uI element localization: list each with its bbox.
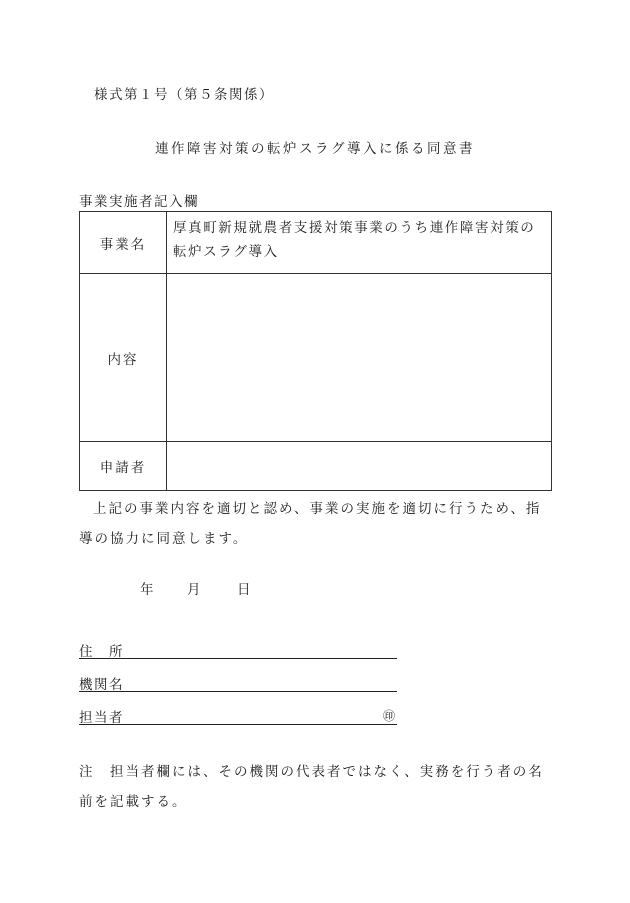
document-title: 連作障害対策の転炉スラグ導入に係る同意書 xyxy=(155,141,475,157)
person-in-charge-label: 担当者 xyxy=(79,710,124,726)
consent-statement: 上記の事業内容を適切と認め、事業の実施を適切に行うため、指導の協力に同意します。 xyxy=(79,501,542,547)
address-field[interactable] xyxy=(79,640,397,659)
applicant-value[interactable] xyxy=(167,442,552,491)
applicant-label: 申請者 xyxy=(80,442,167,491)
date-year: 年 xyxy=(140,582,155,598)
date-line xyxy=(140,578,252,598)
table-row-project-name xyxy=(80,212,552,274)
project-name-value: 厚真町新規就農者支援対策事業のうち連作障害対策の転炉スラグ導入 xyxy=(167,212,552,274)
seal-mark-icon: ㊞ xyxy=(382,709,395,723)
date-month: 月 xyxy=(187,582,202,598)
organization-label: 機関名 xyxy=(79,677,124,693)
table-row-content xyxy=(80,274,552,442)
address-label: 住 所 xyxy=(79,644,124,660)
project-name-label: 事業名 xyxy=(80,212,167,274)
organization-field[interactable] xyxy=(79,673,397,692)
content-value[interactable] xyxy=(167,274,552,442)
section-label: 事業実施者記入欄 xyxy=(79,194,199,210)
date-day: 日 xyxy=(237,582,252,598)
table-row-applicant xyxy=(80,442,552,491)
note-text: 注 担当者欄には、その機関の代表者ではなく、実務を行う者の名前を記載する。 xyxy=(79,764,544,810)
entry-table xyxy=(79,211,552,491)
content-label: 内容 xyxy=(80,274,167,442)
person-in-charge-field[interactable] xyxy=(79,706,397,725)
form-number: 様式第１号（第５条関係） xyxy=(94,87,274,103)
